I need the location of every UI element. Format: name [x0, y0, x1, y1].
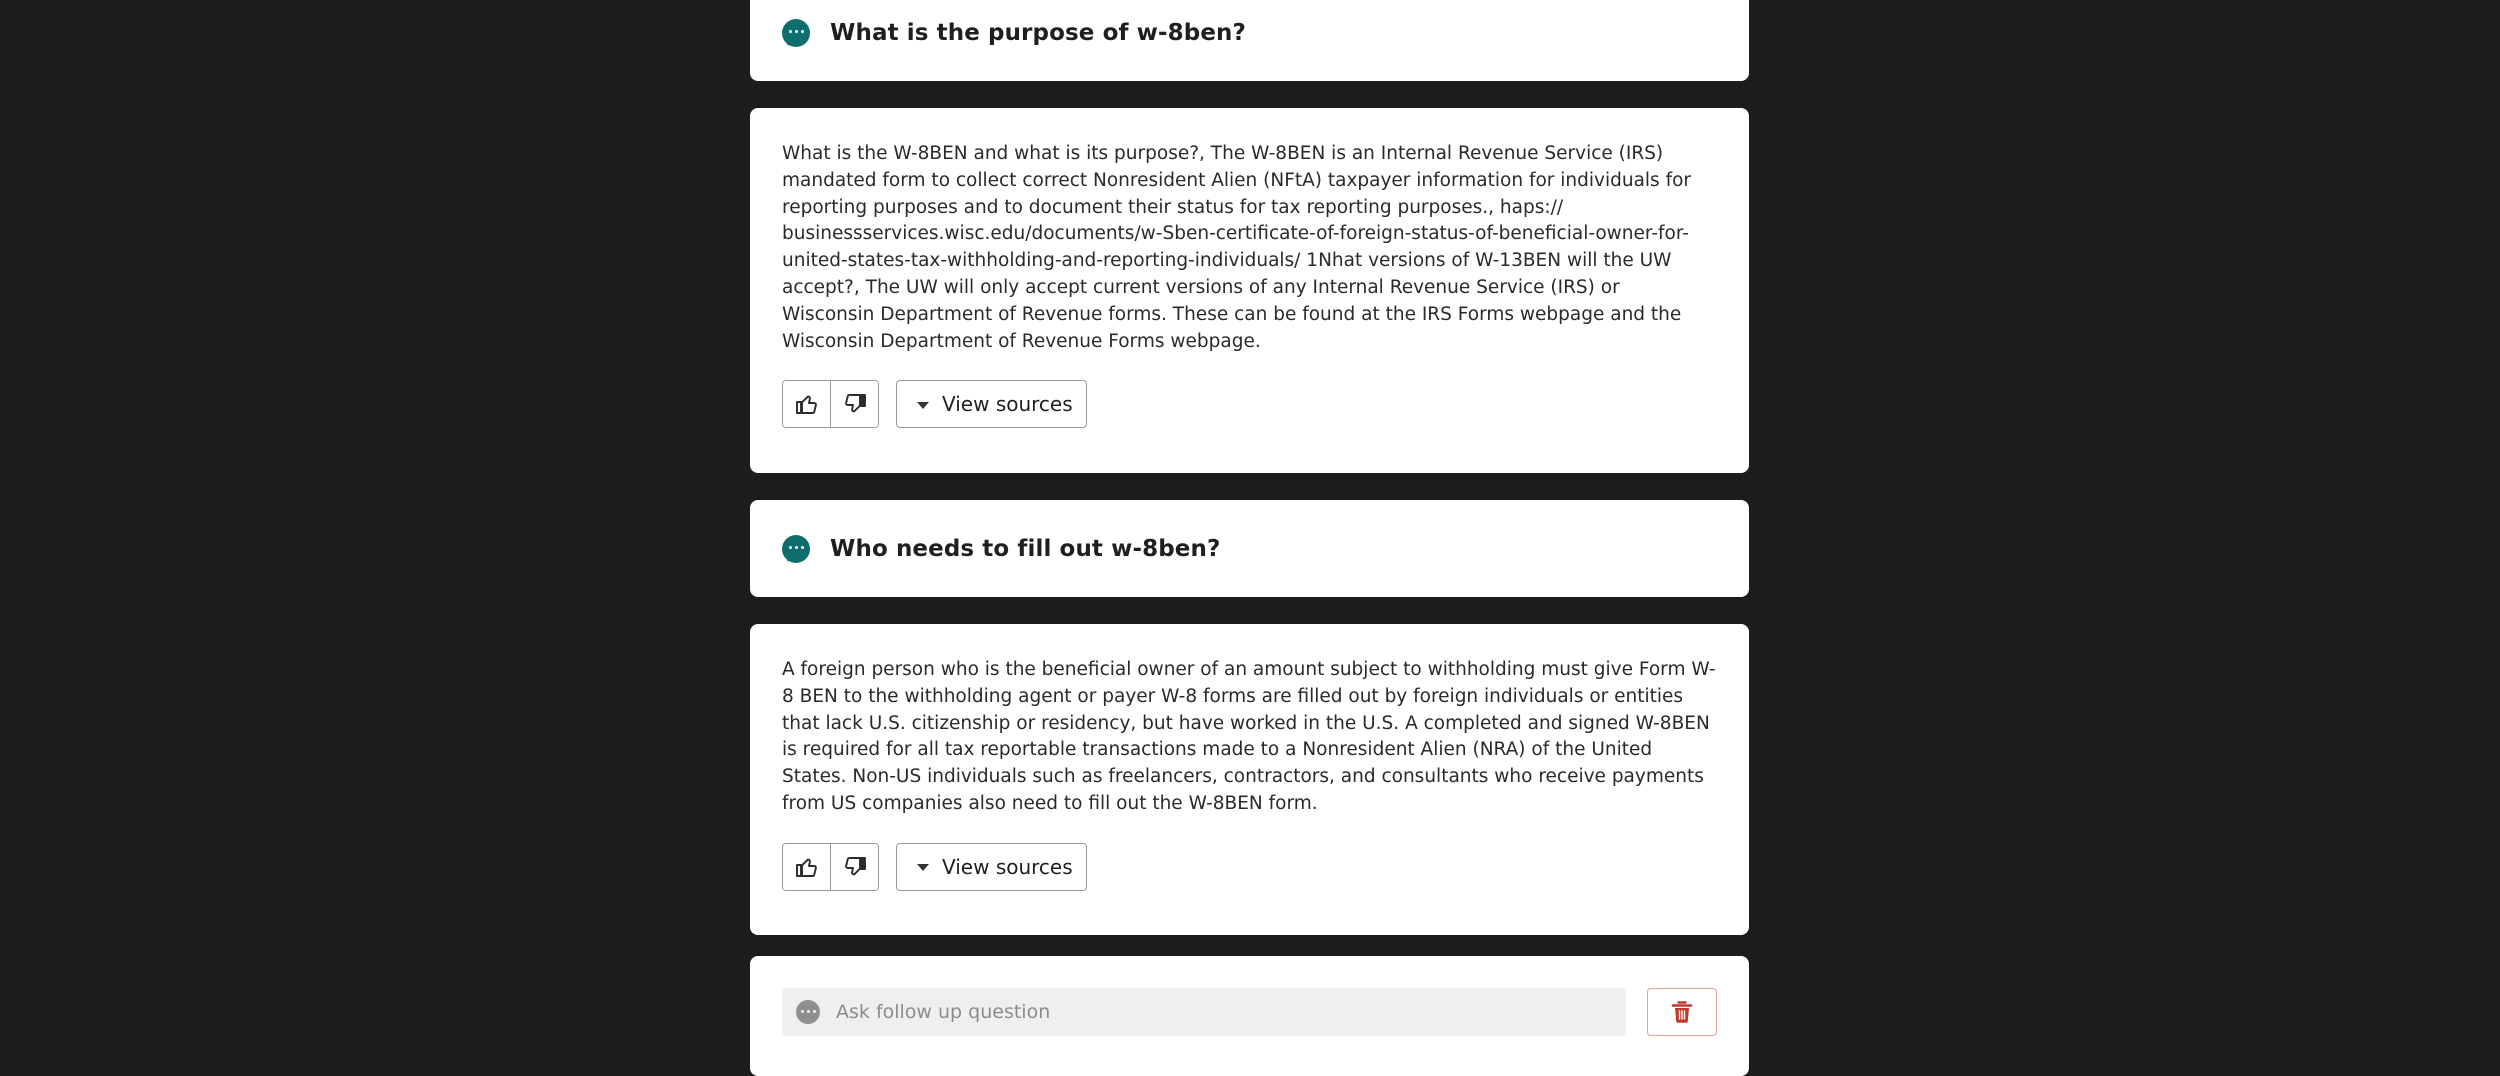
delete-button[interactable]: [1647, 988, 1717, 1036]
thumbs-up-icon: [795, 392, 819, 416]
feedback-group: [782, 380, 879, 428]
thumbs-down-icon: [843, 855, 867, 879]
question-text: Who needs to fill out w-8ben?: [830, 535, 1221, 562]
thumbs-down-button[interactable]: [830, 381, 878, 427]
feedback-group: [782, 843, 879, 891]
thumbs-down-icon: [843, 392, 867, 416]
view-sources-button[interactable]: [896, 843, 1087, 891]
chat-bubble-icon: [796, 1000, 820, 1024]
answer-text: A foreign person who is the beneficial owner of an amount subject to withholding must give Form W-8 BEN to the withholding agent or payer W-8 forms are filled out by foreign individuals or entities that lack U.S. citizenship or residency, but have worked in the U.S. A completed and signed W-8BEN is required for all tax reportable transactions made to a Nonresident Alien (NRA) of the United States. Non-US individuals such as freelancers, contractors, and consultants who receive payments from US companies also need to fill out the W-8BEN form.: [782, 659, 1716, 814]
followup-input[interactable]: [834, 987, 1626, 1037]
view-sources-button[interactable]: [896, 380, 1087, 428]
thumbs-up-button[interactable]: [783, 844, 830, 890]
question-card: [750, 0, 1749, 81]
view-sources-label: View sources: [942, 854, 1073, 879]
answer-card: [750, 624, 1749, 935]
view-sources-label: View sources: [942, 392, 1073, 417]
caret-down-icon: [917, 864, 929, 871]
thumbs-up-button[interactable]: [783, 381, 830, 427]
question-text: What is the purpose of w-8ben?: [830, 19, 1246, 46]
chat-bubble-icon: [782, 535, 810, 563]
followup-card: [750, 956, 1749, 1076]
answer-card: [750, 108, 1749, 473]
thumbs-up-icon: [795, 855, 819, 879]
chat-bubble-icon: [782, 19, 810, 47]
answer-actions: [782, 380, 1717, 428]
caret-down-icon: [917, 402, 929, 409]
thumbs-down-button[interactable]: [830, 844, 878, 890]
followup-input-container: [782, 988, 1626, 1036]
question-card: [750, 500, 1749, 597]
trash-icon: [1671, 1000, 1693, 1024]
answer-actions: [782, 843, 1717, 891]
answer-text: What is the W-8BEN and what is its purpose?, The W-8BEN is an Internal Revenue Service (IRS) mandated form to collect correct Nonresident Alien (NFtA) taxpayer information for individuals for reporting purposes and to document their status for tax reporting purposes., haps:// businessservices.wisc.edu/documents/w-Sben-certificate-of-foreign-status-of-beneficial-owner-for-united-states-tax-withholding-and-reporting-individuals/ 1Nhat versions of W-13BEN will the UW accept?, The UW will only accept current versions of any Internal Revenue Service (IRS) or Wisconsin Department of Revenue forms. These can be found at the IRS Forms webpage and the Wisconsin Department of Revenue Forms webpage.: [782, 143, 1692, 352]
